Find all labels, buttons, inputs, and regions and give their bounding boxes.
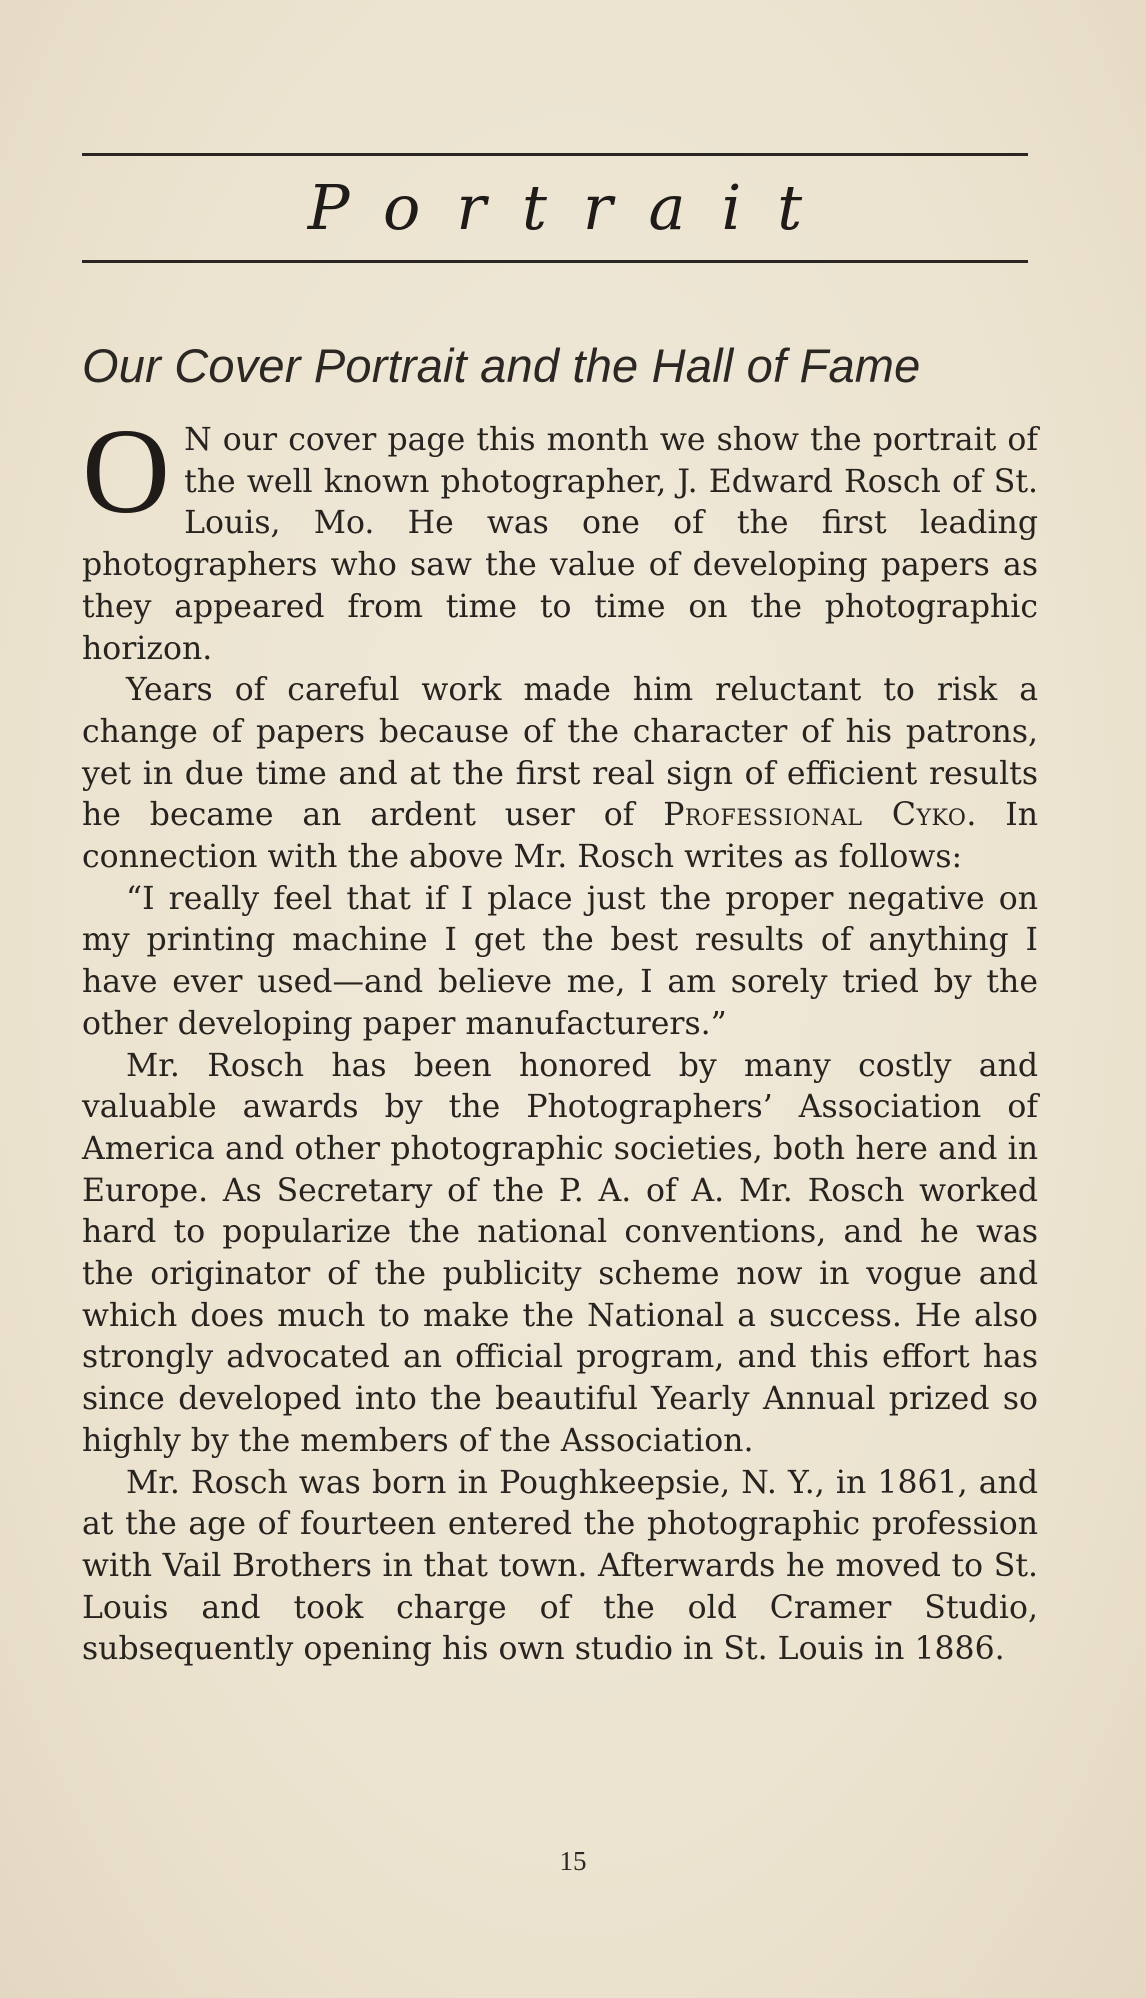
section-title: Portrait: [307, 171, 839, 244]
article-title: Our Cover Portrait and the Hall of Fame: [82, 339, 921, 392]
paragraph-1: [82, 404, 1038, 670]
paragraph-5: [82, 1463, 1038, 1672]
page-number: 15: [559, 1846, 587, 1876]
article-body: [82, 404, 1038, 1671]
paragraph-1-text: N our cover page this month we show the portrait of the well known photographer, J. Edward Rosch of St. Louis, Mo. He was one of the first leading photographers who saw the value of developing papers as they appeared from time to time on the photographic horizon.: [82, 422, 1038, 667]
paragraph-2: [82, 670, 1038, 879]
paragraph-3-text: “I really feel that if I place just the proper negative on my printing machine I get the best results of anything I have ever used—and believe me, I am sorely tried by the other developing paper manufacturers.”: [82, 880, 1038, 1042]
paragraph-2-text-start: Years of careful work made him reluctant to risk a change of papers because of the character of his patrons, yet in due time and at the first real sign of efficient results he became an ardent user of: [82, 672, 1038, 834]
drop-cap: O: [82, 404, 171, 539]
paragraph-4: [82, 1046, 1038, 1463]
paragraph-5-text: Mr. Rosch was born in Poughkeepsie, N. Y., in 1861, and at the age of fourteen entered the photographic profession with Vail Brothers in that town. Afterwards he moved to St. Louis and took charge of the old Cramer Studio, subsequently opening his own studio in St. Louis in 1886.: [82, 1464, 1038, 1668]
header-top-rule: [82, 153, 1028, 156]
product-name: Professional Cyko: [663, 797, 967, 834]
paragraph-3-quote: [82, 879, 1038, 1046]
header-bottom-rule: [82, 260, 1028, 263]
paragraph-2-text-end: . In connection with the above Mr. Rosch writes as follows:: [82, 797, 1038, 876]
paragraph-4-text: Mr. Rosch has been honored by many costly and valuable awards by the Photographers’ Association of America and other photographic societies, both here and in Europe. As Secretary of the P. A. of A. Mr. Rosch worked hard to popularize the national conventions, and he was the originator of the publicity scheme now in vogue and which does much to make the National a success. He also strongly advocated an official program, and this effort has since developed into the beautiful Yearly Annual prized so highly by the members of the Association.: [82, 1047, 1038, 1459]
